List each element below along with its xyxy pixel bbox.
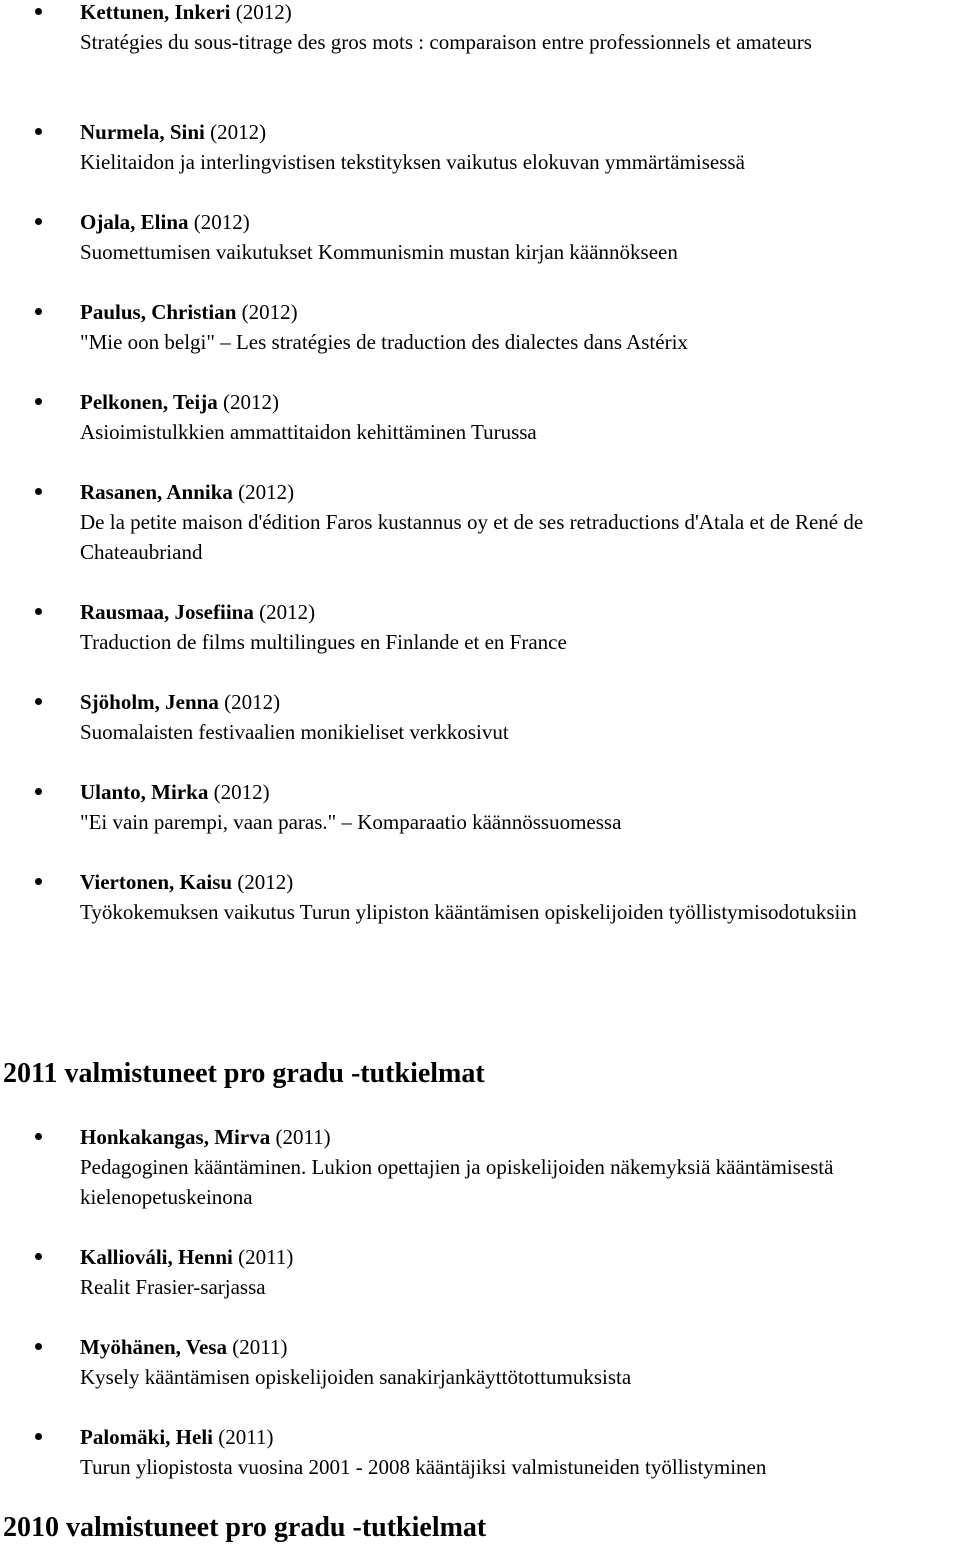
list-item — [80, 207, 956, 267]
year: (2012) — [213, 780, 270, 804]
year: (2012) — [222, 390, 279, 414]
thesis-title: Traduction de films multilingues en Finlande et en France — [80, 630, 567, 654]
list-item — [80, 1422, 956, 1482]
thesis-title: Työkokemuksen vaikutus Turun ylipiston kääntämisen opiskelijoiden työllistymisodotuksiin — [80, 900, 857, 924]
year: (2012) — [241, 300, 298, 324]
author-name: Honkakangas, Mirva — [80, 1125, 271, 1149]
author-name: Pelkonen, Teija — [80, 390, 218, 414]
list-item — [80, 687, 956, 747]
bullet-icon — [35, 878, 42, 885]
list-item — [80, 297, 956, 357]
author-name: Rasanen, Annika — [80, 480, 233, 504]
bullet-icon — [35, 1133, 42, 1140]
bullet-icon — [35, 1343, 42, 1350]
year: (2012) — [224, 690, 281, 714]
year: (2012) — [193, 210, 250, 234]
bullet-icon — [35, 8, 42, 15]
list-item — [80, 1332, 956, 1392]
list-item — [80, 1242, 956, 1302]
year: (2011) — [218, 1425, 274, 1449]
thesis-title: Turun yliopistosta vuosina 2001 - 2008 kääntäjiksi valmistuneiden työllistyminen — [80, 1455, 767, 1479]
bullet-icon — [35, 608, 42, 615]
year: (2012) — [259, 600, 316, 624]
bullet-icon — [35, 1433, 42, 1440]
bullet-icon — [35, 788, 42, 795]
thesis-title: Suomalaisten festivaalien monikieliset verkkosivut — [80, 720, 509, 744]
author-name: Paulus, Christian — [80, 300, 237, 324]
list-item — [80, 867, 956, 927]
year: (2012) — [237, 870, 294, 894]
thesis-title: "Ei vain parempi, vaan paras." – Komparaatio käännössuomessa — [80, 810, 622, 834]
section-heading-2010: 2010 valmistuneet pro gradu -tutkielmat — [3, 1512, 487, 1543]
bullet-icon — [35, 128, 42, 135]
thesis-title: Realit Frasier-sarjassa — [80, 1275, 266, 1299]
thesis-title: "Mie oon belgi" – Les stratégies de traduction des dialectes dans Astérix — [80, 330, 688, 354]
thesis-title: Kielitaidon ja interlingvistisen tekstityksen vaikutus elokuvan ymmärtämisessä — [80, 150, 745, 174]
author-name: Sjöholm, Jenna — [80, 690, 219, 714]
thesis-title: Pedagoginen kääntäminen. Lukion opettajien ja opiskelijoiden näkemyksiä kääntämisestä kielenopetuskeinona — [80, 1155, 834, 1209]
list-item — [80, 597, 956, 657]
thesis-title: De la petite maison d'édition Faros kustannus oy et de ses retraductions d'Atala et de René de Chateaubriand — [80, 510, 864, 564]
author-name: Palomäki, Heli — [80, 1425, 213, 1449]
bullet-icon — [35, 398, 42, 405]
author-name: Myöhänen, Vesa — [80, 1335, 228, 1359]
list-item — [80, 1122, 956, 1212]
bullet-icon — [35, 1253, 42, 1260]
list-item — [80, 477, 956, 567]
year: (2011) — [275, 1125, 331, 1149]
year: (2012) — [210, 120, 267, 144]
author-name: Ojala, Elina — [80, 210, 189, 234]
bullet-icon — [35, 218, 42, 225]
thesis-title: Kysely kääntämisen opiskelijoiden sanakirjankäyttötottumuksista — [80, 1365, 632, 1389]
author-name: Kalliováli, Henni — [80, 1245, 233, 1269]
thesis-title: Suomettumisen vaikutukset Kommunismin mustan kirjan käännökseen — [80, 240, 678, 264]
bullet-icon — [35, 308, 42, 315]
list-item — [80, 117, 956, 177]
author-name: Ulanto, Mirka — [80, 780, 209, 804]
author-name: Viertonen, Kaisu — [80, 870, 233, 894]
section-heading-2011: 2011 valmistuneet pro gradu -tutkielmat — [3, 1058, 485, 1089]
year: (2012) — [235, 0, 292, 24]
bullet-icon — [35, 488, 42, 495]
list-item — [80, 777, 956, 837]
year: (2012) — [238, 480, 295, 504]
list-item — [80, 387, 956, 447]
bullet-icon — [35, 698, 42, 705]
year: (2011) — [238, 1245, 294, 1269]
year: (2011) — [232, 1335, 288, 1359]
thesis-title: Asioimistulkkien ammattitaidon kehittäminen Turussa — [80, 420, 537, 444]
author-name: Rausmaa, Josefiina — [80, 600, 254, 624]
thesis-title: Stratégies du sous-titrage des gros mots : comparaison entre professionnels et amateurs — [80, 30, 812, 54]
author-name: Kettunen, Inkeri — [80, 0, 231, 24]
author-name: Nurmela, Sini — [80, 120, 205, 144]
list-item — [80, 0, 956, 57]
